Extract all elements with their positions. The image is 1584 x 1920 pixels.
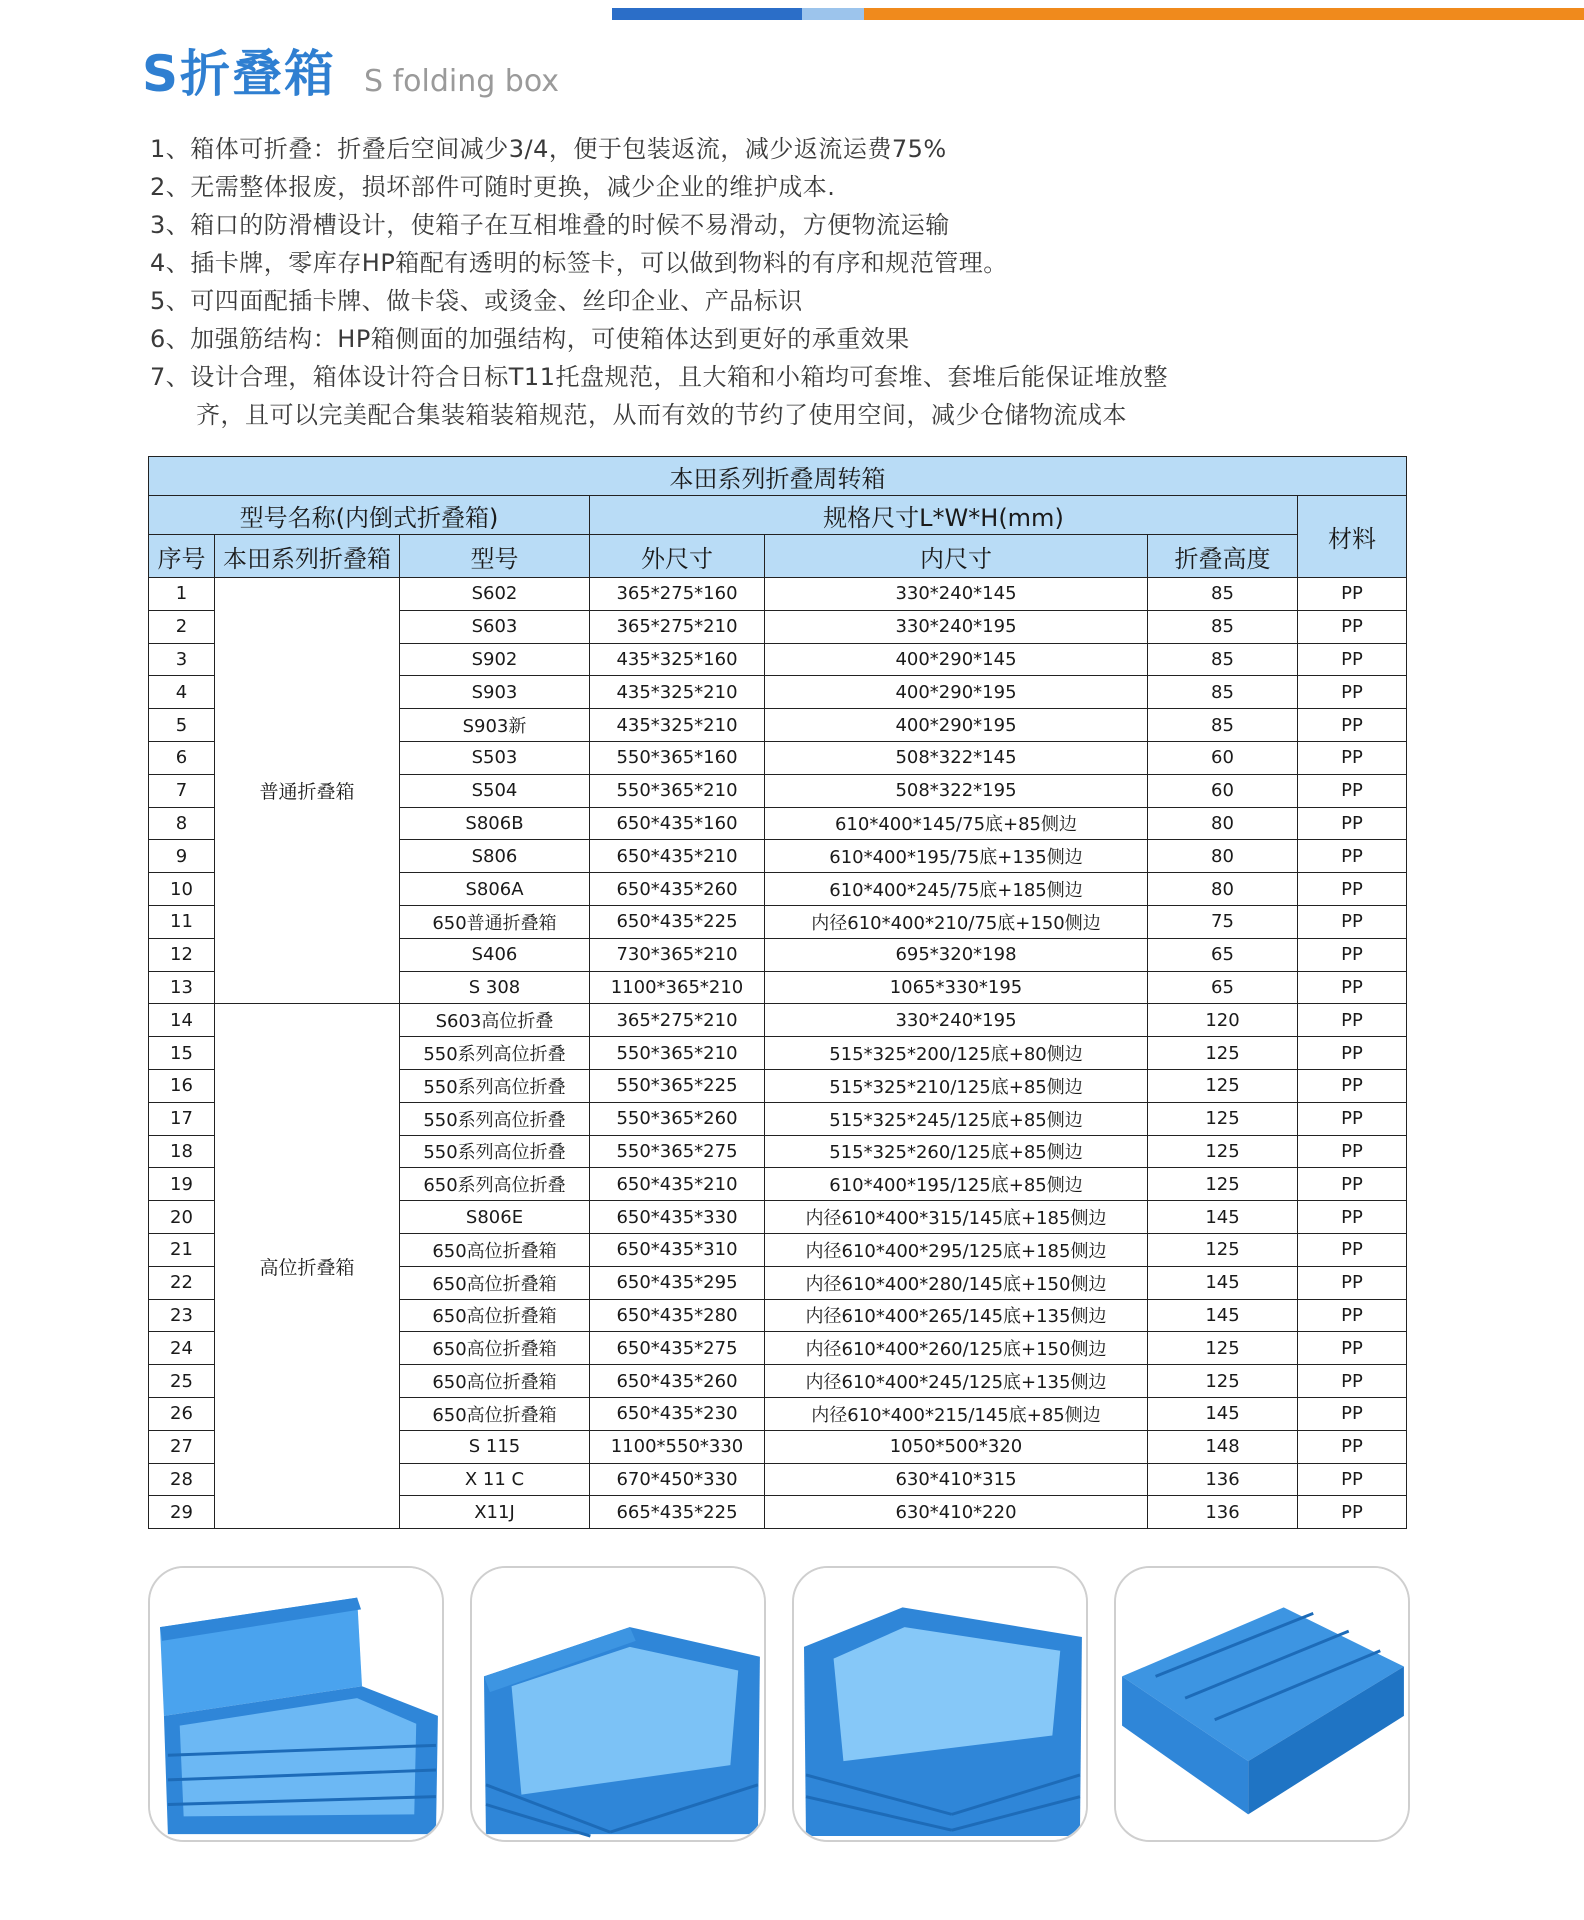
cell-material: PP bbox=[1298, 1069, 1407, 1102]
cell-inner: 400*290*195 bbox=[765, 709, 1148, 742]
header-material: 材料 bbox=[1298, 496, 1407, 578]
cell-material: PP bbox=[1298, 1332, 1407, 1365]
spec-table bbox=[148, 456, 1407, 1529]
cell-no: 13 bbox=[149, 971, 215, 1004]
cell-fold: 125 bbox=[1148, 1233, 1298, 1266]
header-fold: 折叠高度 bbox=[1148, 535, 1298, 578]
cell-fold: 85 bbox=[1148, 709, 1298, 742]
feature-item: 4、插卡牌，零库存HP箱配有透明的标签卡，可以做到物料的有序和规范管理。 bbox=[150, 249, 1008, 277]
feature-item: 1、箱体可折叠：折叠后空间减少3/4，便于包装返流，减少返流运费75% bbox=[150, 135, 947, 163]
cell-no: 3 bbox=[149, 643, 215, 676]
table-row bbox=[149, 1004, 1407, 1037]
cell-inner: 内径610*400*215/145底+85侧边 bbox=[765, 1397, 1148, 1430]
cell-model: S903新 bbox=[400, 709, 590, 742]
cell-model: 650高位折叠箱 bbox=[400, 1397, 590, 1430]
cell-inner: 515*325*245/125底+85侧边 bbox=[765, 1102, 1148, 1135]
cell-fold: 125 bbox=[1148, 1037, 1298, 1070]
cell-inner: 610*400*195/75底+135侧边 bbox=[765, 840, 1148, 873]
cell-inner: 1050*500*320 bbox=[765, 1430, 1148, 1463]
cell-no: 2 bbox=[149, 610, 215, 643]
cell-inner: 1065*330*195 bbox=[765, 971, 1148, 1004]
cell-no: 18 bbox=[149, 1135, 215, 1168]
cell-no: 16 bbox=[149, 1069, 215, 1102]
cell-no: 24 bbox=[149, 1332, 215, 1365]
page-subtitle: S folding box bbox=[364, 64, 560, 99]
cell-material: PP bbox=[1298, 774, 1407, 807]
cell-outer: 650*435*275 bbox=[590, 1332, 765, 1365]
header-no: 序号 bbox=[149, 535, 215, 578]
cell-outer: 550*365*160 bbox=[590, 741, 765, 774]
feature-item: 5、可四面配插卡牌、做卡袋、或烫金、丝印企业、产品标识 bbox=[150, 287, 803, 315]
cell-material: PP bbox=[1298, 1037, 1407, 1070]
feature-item: 7、设计合理，箱体设计符合日标T11托盘规范，且大箱和小箱均可套堆、套堆后能保证堆放整 bbox=[150, 363, 1168, 391]
cell-model: 650普通折叠箱 bbox=[400, 905, 590, 938]
cell-fold: 125 bbox=[1148, 1168, 1298, 1201]
cell-outer: 650*435*260 bbox=[590, 873, 765, 906]
product-photo-open-angled bbox=[470, 1566, 766, 1842]
feature-list bbox=[150, 130, 1410, 434]
cell-outer: 650*435*260 bbox=[590, 1365, 765, 1398]
cell-inner: 515*325*210/125底+85侧边 bbox=[765, 1069, 1148, 1102]
cell-outer: 550*365*225 bbox=[590, 1069, 765, 1102]
cell-outer: 650*435*225 bbox=[590, 905, 765, 938]
cell-fold: 65 bbox=[1148, 938, 1298, 971]
header-accent-bar-orange bbox=[864, 8, 1584, 20]
cell-outer: 435*325*160 bbox=[590, 643, 765, 676]
cell-inner: 400*290*195 bbox=[765, 676, 1148, 709]
cell-model: S902 bbox=[400, 643, 590, 676]
table-row bbox=[149, 578, 1407, 611]
folding-box-image bbox=[150, 1568, 442, 1840]
cell-model: 650高位折叠箱 bbox=[400, 1266, 590, 1299]
cell-no: 20 bbox=[149, 1201, 215, 1234]
cell-model: 650高位折叠箱 bbox=[400, 1233, 590, 1266]
cell-outer: 650*435*230 bbox=[590, 1397, 765, 1430]
cell-outer: 1100*365*210 bbox=[590, 971, 765, 1004]
cell-no: 22 bbox=[149, 1266, 215, 1299]
cell-inner: 610*400*195/125底+85侧边 bbox=[765, 1168, 1148, 1201]
cell-fold: 80 bbox=[1148, 840, 1298, 873]
cell-inner: 695*320*198 bbox=[765, 938, 1148, 971]
feature-item: 2、无需整体报废，损坏部件可随时更换，减少企业的维护成本. bbox=[150, 173, 836, 201]
cell-no: 1 bbox=[149, 578, 215, 611]
cell-no: 23 bbox=[149, 1299, 215, 1332]
cell-model: S504 bbox=[400, 774, 590, 807]
cell-inner: 630*410*315 bbox=[765, 1463, 1148, 1496]
cell-fold: 136 bbox=[1148, 1463, 1298, 1496]
cell-fold: 145 bbox=[1148, 1266, 1298, 1299]
cell-inner: 内径610*400*265/145底+135侧边 bbox=[765, 1299, 1148, 1332]
cell-model: S602 bbox=[400, 578, 590, 611]
header-model-group: 型号名称(内倒式折叠箱) bbox=[149, 496, 590, 535]
product-photo-open-front bbox=[792, 1566, 1088, 1842]
cell-no: 7 bbox=[149, 774, 215, 807]
cell-no: 5 bbox=[149, 709, 215, 742]
cell-outer: 365*275*160 bbox=[590, 578, 765, 611]
cell-outer: 365*275*210 bbox=[590, 610, 765, 643]
cell-material: PP bbox=[1298, 643, 1407, 676]
cell-material: PP bbox=[1298, 1135, 1407, 1168]
cell-material: PP bbox=[1298, 741, 1407, 774]
cell-material: PP bbox=[1298, 1299, 1407, 1332]
cell-fold: 75 bbox=[1148, 905, 1298, 938]
product-photo-partially-folded bbox=[148, 1566, 444, 1842]
cell-model: S806A bbox=[400, 873, 590, 906]
cell-outer: 730*365*210 bbox=[590, 938, 765, 971]
cell-inner: 515*325*200/125底+80侧边 bbox=[765, 1037, 1148, 1070]
cell-outer: 670*450*330 bbox=[590, 1463, 765, 1496]
cell-model: 650系列高位折叠 bbox=[400, 1168, 590, 1201]
cell-inner: 内径610*400*245/125底+135侧边 bbox=[765, 1365, 1148, 1398]
header-model: 型号 bbox=[400, 535, 590, 578]
cell-no: 6 bbox=[149, 741, 215, 774]
cell-fold: 125 bbox=[1148, 1365, 1298, 1398]
cell-inner: 内径610*400*260/125底+150侧边 bbox=[765, 1332, 1148, 1365]
cell-inner: 610*400*245/75底+185侧边 bbox=[765, 873, 1148, 906]
cell-no: 15 bbox=[149, 1037, 215, 1070]
cell-material: PP bbox=[1298, 1004, 1407, 1037]
cell-model: 550系列高位折叠 bbox=[400, 1135, 590, 1168]
cell-model: S503 bbox=[400, 741, 590, 774]
cell-fold: 120 bbox=[1148, 1004, 1298, 1037]
feature-item: 3、箱口的防滑槽设计，使箱子在互相堆叠的时候不易滑动，方便物流运输 bbox=[150, 211, 950, 239]
cell-outer: 650*435*330 bbox=[590, 1201, 765, 1234]
cell-no: 27 bbox=[149, 1430, 215, 1463]
cell-fold: 80 bbox=[1148, 873, 1298, 906]
cell-fold: 145 bbox=[1148, 1397, 1298, 1430]
cell-series-group: 高位折叠箱 bbox=[215, 1004, 400, 1529]
cell-fold: 85 bbox=[1148, 578, 1298, 611]
page-title-block bbox=[142, 44, 842, 104]
cell-model: 650高位折叠箱 bbox=[400, 1332, 590, 1365]
cell-material: PP bbox=[1298, 840, 1407, 873]
cell-inner: 630*410*220 bbox=[765, 1496, 1148, 1529]
cell-material: PP bbox=[1298, 1365, 1407, 1398]
cell-model: S806 bbox=[400, 840, 590, 873]
cell-material: PP bbox=[1298, 1168, 1407, 1201]
header-inner: 内尺寸 bbox=[765, 535, 1148, 578]
cell-material: PP bbox=[1298, 1102, 1407, 1135]
cell-fold: 145 bbox=[1148, 1299, 1298, 1332]
cell-outer: 550*365*260 bbox=[590, 1102, 765, 1135]
cell-no: 10 bbox=[149, 873, 215, 906]
cell-material: PP bbox=[1298, 873, 1407, 906]
cell-model: 550系列高位折叠 bbox=[400, 1069, 590, 1102]
cell-fold: 80 bbox=[1148, 807, 1298, 840]
cell-outer: 650*435*160 bbox=[590, 807, 765, 840]
feature-item: 6、加强筋结构：HP箱侧面的加强结构，可使箱体达到更好的承重效果 bbox=[150, 325, 910, 353]
cell-no: 26 bbox=[149, 1397, 215, 1430]
cell-inner: 330*240*195 bbox=[765, 1004, 1148, 1037]
cell-model: S406 bbox=[400, 938, 590, 971]
cell-fold: 148 bbox=[1148, 1430, 1298, 1463]
cell-model: 550系列高位折叠 bbox=[400, 1102, 590, 1135]
cell-inner: 330*240*145 bbox=[765, 578, 1148, 611]
cell-material: PP bbox=[1298, 610, 1407, 643]
cell-inner: 内径610*400*295/125底+185侧边 bbox=[765, 1233, 1148, 1266]
cell-material: PP bbox=[1298, 971, 1407, 1004]
cell-model: S603 bbox=[400, 610, 590, 643]
cell-model: S806B bbox=[400, 807, 590, 840]
cell-outer: 665*435*225 bbox=[590, 1496, 765, 1529]
cell-material: PP bbox=[1298, 578, 1407, 611]
cell-model: X11J bbox=[400, 1496, 590, 1529]
product-photo-strip bbox=[148, 1566, 1410, 1842]
cell-fold: 125 bbox=[1148, 1332, 1298, 1365]
page-title: S折叠箱 bbox=[142, 45, 337, 103]
cell-material: PP bbox=[1298, 1463, 1407, 1496]
cell-material: PP bbox=[1298, 1266, 1407, 1299]
cell-material: PP bbox=[1298, 676, 1407, 709]
cell-inner: 330*240*195 bbox=[765, 610, 1148, 643]
cell-no: 9 bbox=[149, 840, 215, 873]
cell-material: PP bbox=[1298, 1201, 1407, 1234]
folding-box-image bbox=[1116, 1568, 1408, 1840]
cell-material: PP bbox=[1298, 1496, 1407, 1529]
cell-model: S 308 bbox=[400, 971, 590, 1004]
cell-outer: 650*435*280 bbox=[590, 1299, 765, 1332]
product-photo-fully-folded bbox=[1114, 1566, 1410, 1842]
cell-inner: 内径610*400*210/75底+150侧边 bbox=[765, 905, 1148, 938]
cell-no: 25 bbox=[149, 1365, 215, 1398]
table-body bbox=[149, 578, 1407, 1529]
cell-no: 8 bbox=[149, 807, 215, 840]
cell-fold: 60 bbox=[1148, 774, 1298, 807]
cell-material: PP bbox=[1298, 807, 1407, 840]
cell-material: PP bbox=[1298, 1430, 1407, 1463]
cell-inner: 508*322*145 bbox=[765, 741, 1148, 774]
cell-material: PP bbox=[1298, 1397, 1407, 1430]
cell-model: S806E bbox=[400, 1201, 590, 1234]
cell-model: S603高位折叠 bbox=[400, 1004, 590, 1037]
feature-item-continuation: 齐，且可以完美配合集装箱装箱规范，从而有效的节约了使用空间，减少仓储物流成本 bbox=[196, 401, 1127, 429]
cell-outer: 650*435*210 bbox=[590, 1168, 765, 1201]
cell-outer: 550*365*275 bbox=[590, 1135, 765, 1168]
cell-fold: 65 bbox=[1148, 971, 1298, 1004]
cell-no: 17 bbox=[149, 1102, 215, 1135]
cell-outer: 435*325*210 bbox=[590, 709, 765, 742]
header-accent-bar-lightblue bbox=[802, 8, 864, 20]
cell-no: 4 bbox=[149, 676, 215, 709]
cell-material: PP bbox=[1298, 709, 1407, 742]
cell-no: 12 bbox=[149, 938, 215, 971]
cell-model: S903 bbox=[400, 676, 590, 709]
cell-fold: 125 bbox=[1148, 1069, 1298, 1102]
cell-series-group: 普通折叠箱 bbox=[215, 578, 400, 1004]
cell-outer: 435*325*210 bbox=[590, 676, 765, 709]
cell-inner: 610*400*145/75底+85侧边 bbox=[765, 807, 1148, 840]
cell-outer: 1100*550*330 bbox=[590, 1430, 765, 1463]
cell-inner: 515*325*260/125底+85侧边 bbox=[765, 1135, 1148, 1168]
cell-fold: 60 bbox=[1148, 741, 1298, 774]
cell-outer: 650*435*210 bbox=[590, 840, 765, 873]
cell-no: 19 bbox=[149, 1168, 215, 1201]
cell-outer: 650*435*310 bbox=[590, 1233, 765, 1266]
cell-inner: 400*290*145 bbox=[765, 643, 1148, 676]
header-series: 本田系列折叠箱 bbox=[215, 535, 400, 578]
folding-box-image bbox=[794, 1568, 1086, 1840]
folding-box-image bbox=[472, 1568, 764, 1840]
cell-model: X 11 C bbox=[400, 1463, 590, 1496]
cell-model: 550系列高位折叠 bbox=[400, 1037, 590, 1070]
cell-outer: 650*435*295 bbox=[590, 1266, 765, 1299]
cell-no: 21 bbox=[149, 1233, 215, 1266]
cell-inner: 内径610*400*280/145底+150侧边 bbox=[765, 1266, 1148, 1299]
cell-fold: 125 bbox=[1148, 1102, 1298, 1135]
cell-model: 650高位折叠箱 bbox=[400, 1365, 590, 1398]
cell-inner: 508*322*195 bbox=[765, 774, 1148, 807]
cell-no: 28 bbox=[149, 1463, 215, 1496]
header-outer: 外尺寸 bbox=[590, 535, 765, 578]
cell-fold: 85 bbox=[1148, 610, 1298, 643]
header-spec-group: 规格尺寸L*W*H(mm) bbox=[590, 496, 1298, 535]
header-accent-bar-blue bbox=[612, 8, 802, 20]
cell-fold: 136 bbox=[1148, 1496, 1298, 1529]
cell-material: PP bbox=[1298, 905, 1407, 938]
cell-no: 11 bbox=[149, 905, 215, 938]
cell-model: 650高位折叠箱 bbox=[400, 1299, 590, 1332]
cell-fold: 145 bbox=[1148, 1201, 1298, 1234]
cell-fold: 85 bbox=[1148, 676, 1298, 709]
cell-fold: 125 bbox=[1148, 1135, 1298, 1168]
cell-material: PP bbox=[1298, 1233, 1407, 1266]
table-caption: 本田系列折叠周转箱 bbox=[149, 457, 1407, 496]
cell-fold: 85 bbox=[1148, 643, 1298, 676]
cell-inner: 内径610*400*315/145底+185侧边 bbox=[765, 1201, 1148, 1234]
cell-outer: 550*365*210 bbox=[590, 774, 765, 807]
cell-material: PP bbox=[1298, 938, 1407, 971]
cell-outer: 550*365*210 bbox=[590, 1037, 765, 1070]
cell-no: 14 bbox=[149, 1004, 215, 1037]
cell-model: S 115 bbox=[400, 1430, 590, 1463]
cell-no: 29 bbox=[149, 1496, 215, 1529]
cell-outer: 365*275*210 bbox=[590, 1004, 765, 1037]
